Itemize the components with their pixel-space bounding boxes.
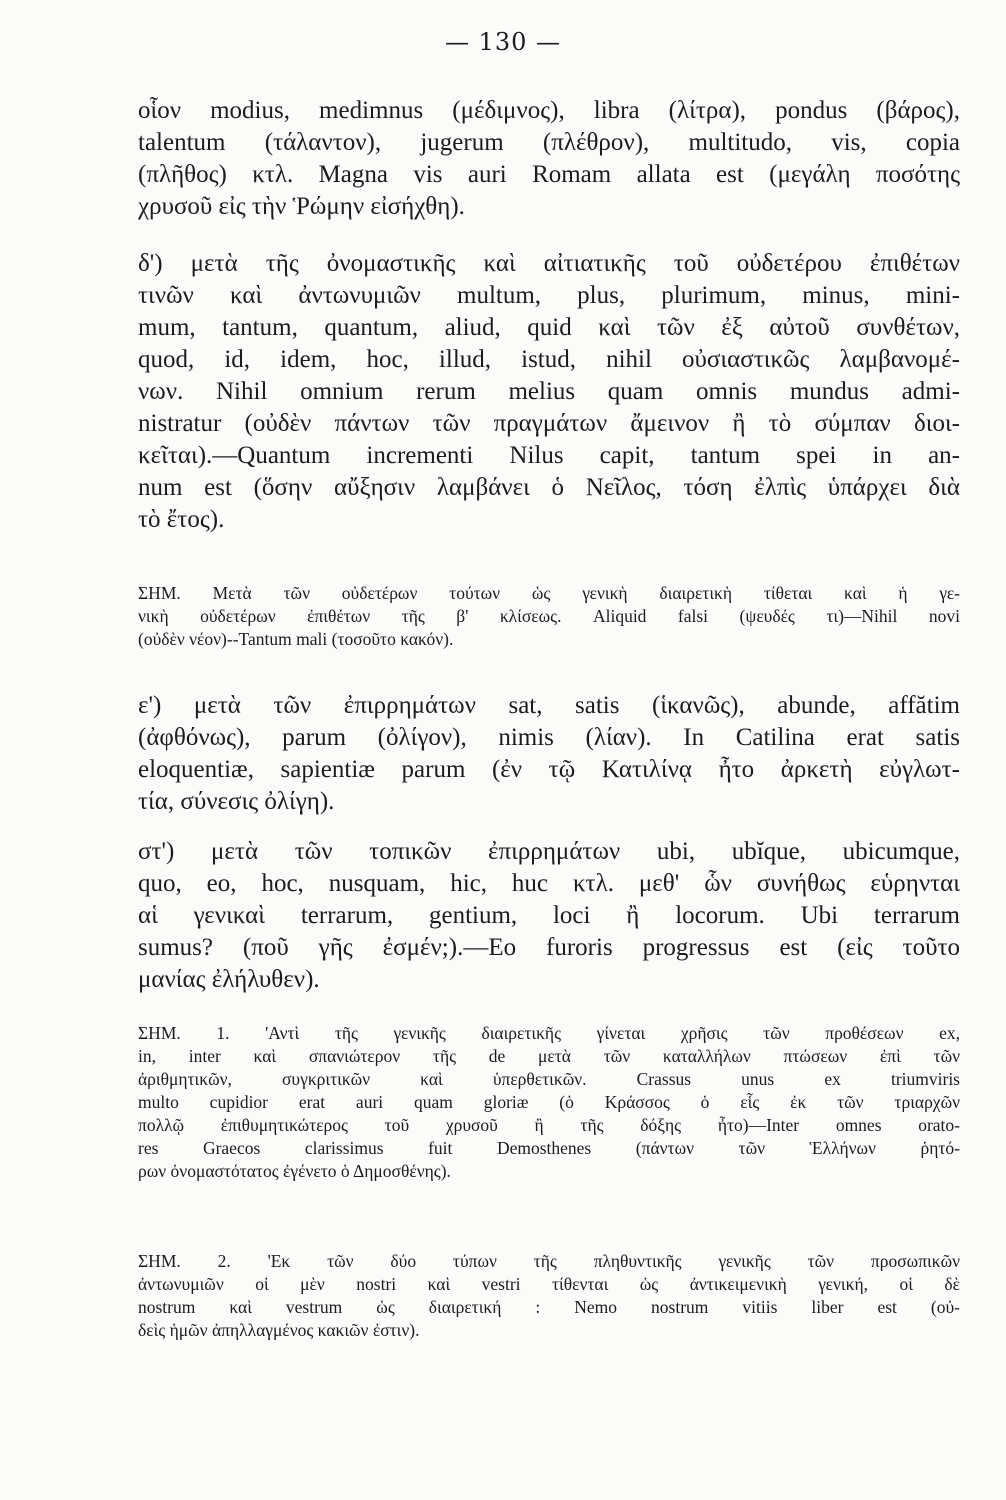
text-line: αἱ γενικαὶ terrarum, gentium, loci ἢ locorum. Ubi terrarum	[138, 902, 960, 929]
paragraph-e	[138, 690, 960, 818]
note-2	[138, 1250, 960, 1342]
text-line: quod, id, idem, hoc, illud, istud, nihil οὐσιαστικῶς λαμβανομέ-	[138, 346, 960, 373]
text-line: χρυσοῦ εἰς τὴν Ῥώμην εἰσήχθη).	[138, 193, 465, 220]
note-d	[138, 582, 960, 651]
note-line: in, inter καὶ σπανιώτερον τῆς de μετὰ τῶν καταλλήλων πτώσεων ἐπὶ τῶν	[138, 1046, 960, 1066]
text-line: στ') μετὰ τῶν τοπικῶν ἐπιρρημάτων ubi, ubĭque, ubicumque,	[138, 838, 960, 865]
text-line: δ') μετὰ τῆς ὀνομαστικῆς καὶ αἰτιατικῆς τοῦ οὐδετέρου ἐπιθέτων	[138, 250, 960, 277]
page-number: — 130 —	[444, 28, 562, 56]
text-line: sumus? (ποῦ γῆς ἐσμέν;).—Eo furoris progressus est (εἰς τοῦτο	[138, 934, 960, 961]
text-line: talentum (τάλαντον), jugerum (πλέθρον), multitudo, vis, copia	[138, 129, 960, 156]
note-line: nostrum καὶ vestrum ὡς διαιρετική : Nemo nostrum vitiis liber est (οὐ-	[138, 1297, 960, 1317]
note-line: δεὶς ἡμῶν ἀπηλλαγμένος κακιῶν ἐστιν).	[138, 1320, 420, 1340]
text-line: τία, σύνεσις ὀλίγη).	[138, 788, 335, 815]
text-line: τὸ ἔτος).	[138, 506, 225, 533]
note-line: πολλῷ ἐπιθυμητικώτερος τοῦ χρυσοῦ ἢ τῆς δόξης ἦτο)—Inter omnes orato-	[138, 1115, 960, 1135]
text-line: eloquentiæ, sapientiæ parum (ἐν τῷ Κατιλίνᾳ ἦτο ἀρκετὴ εὐγλωτ-	[138, 756, 960, 783]
note-line: ἀριθμητικῶν, συγκριτικῶν καὶ ὑπερθετικῶν. Crassus unus ex triumviris	[138, 1069, 960, 1089]
note-line: (οὐδὲν νέον)--Tantum mali (τοσοῦτο κακόν).	[138, 629, 454, 649]
text-line: (ἀφθόνως), parum (ὀλίγον), nimis (λίαν). In Catilina erat satis	[138, 724, 960, 751]
text-line: mum, tantum, quantum, aliud, quid καὶ τῶν ἐξ αὐτοῦ συνθέτων,	[138, 314, 960, 341]
note-line: ἀντωνυμιῶν οἱ μὲν nostri καὶ vestri τίθενται ὡς ἀντικειμενικὴ γενική, οἱ δὲ	[138, 1274, 960, 1294]
note-line: ΣΗΜ. Μετὰ τῶν οὐδετέρων τούτων ὡς γενικὴ διαιρετικὴ τίθεται καὶ ἡ γε-	[138, 583, 960, 603]
paragraph-d	[138, 248, 960, 536]
note-line: νικὴ οὐδετέρων ἐπιθέτων τῆς β' κλίσεως. Aliquid falsi (ψευδές τι)—Nihil novi	[138, 606, 960, 626]
text-line: quo, eo, hoc, nusquam, hic, huc κτλ. μεθ' ὧν συνήθως εὑρηνται	[138, 870, 960, 897]
paragraph-st	[138, 836, 960, 996]
text-line: τινῶν καὶ ἀντωνυμιῶν multum, plus, plurimum, minus, mini-	[138, 282, 960, 309]
text-line: nistratur (οὐδὲν πάντων τῶν πραγμάτων ἄμεινον ἢ τὸ σύμπαν διοι-	[138, 410, 960, 437]
note-1	[138, 1022, 960, 1183]
text-line: (πλῆθος) κτλ. Magna vis auri Romam allata est (μεγάλη ποσότης	[138, 161, 960, 188]
text-line: ε') μετὰ τῶν ἐπιρρημάτων sat, satis (ἱκανῶς), abunde, affătim	[138, 692, 960, 719]
text-line: οἷον modius, medimnus (μέδιμνος), libra (λίτρα), pondus (βάρος),	[138, 97, 960, 124]
note-line: multo cupidior erat auri quam gloriæ (ὁ Κράσσος ὁ εἷς ἐκ τῶν τριαρχῶν	[138, 1092, 960, 1112]
text-line: νων. Nihil omnium rerum melius quam omnis mundus admi-	[138, 378, 960, 405]
text-line: μανίας ἐλήλυθεν).	[138, 966, 320, 993]
note-line: ΣΗΜ. 2. 'Εκ τῶν δύο τύπων τῆς πληθυντικῆς γενικῆς τῶν προσωπικῶν	[138, 1251, 960, 1271]
note-line: ΣΗΜ. 1. 'Αντὶ τῆς γενικῆς διαιρετικῆς γίνεται χρῆσις τῶν προθέσεων ex,	[138, 1023, 960, 1043]
text-line: num est (ὅσην αὔξησιν λαμβάνει ὁ Νεῖλος, τόση ἐλπὶς ὑπάρχει διὰ	[138, 474, 960, 501]
paragraph-c-continuation	[138, 95, 960, 223]
note-line: ρων ὀνομαστότατος ἐγένετο ὁ Δημοσθένης).	[138, 1161, 451, 1181]
text-line: κεῖται).—Quantum incrementi Nilus capit, tantum spei in an-	[138, 442, 960, 469]
note-line: res Graecos clarissimus fuit Demosthenes (πάντων τῶν Ἑλλήνων ῥητό-	[138, 1138, 960, 1158]
